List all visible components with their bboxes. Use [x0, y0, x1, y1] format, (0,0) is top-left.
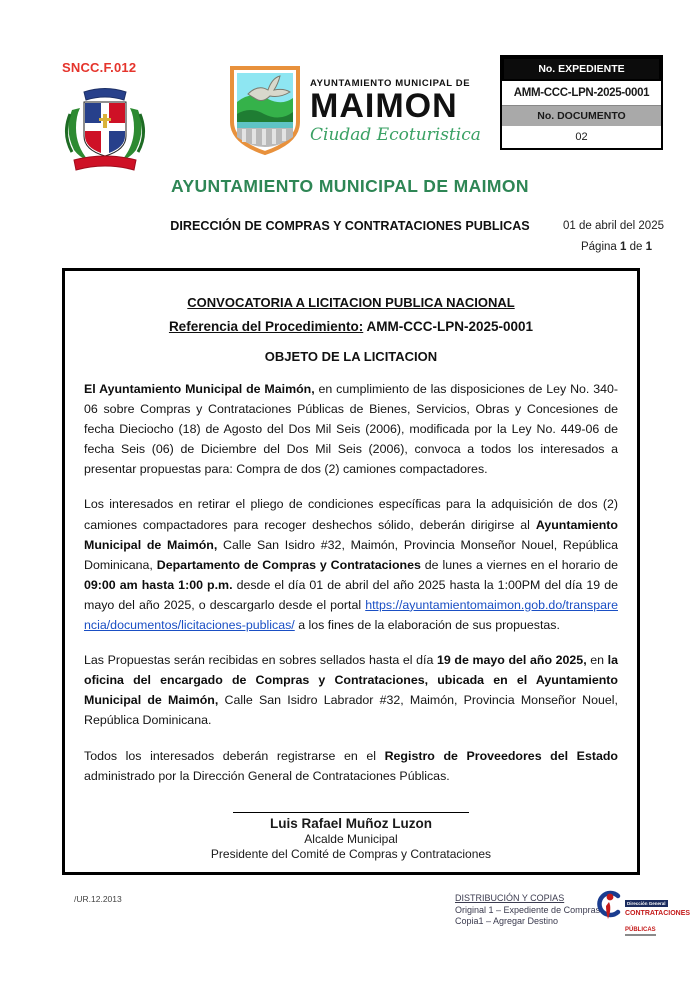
- expediente-box: [500, 55, 663, 150]
- dgcp-line2: CONTRATACIONES: [625, 910, 691, 917]
- paragraph-convocatoria: El Ayuntamiento Municipal de Maimón, en cumplimiento de las disposiciones de Ley No. 340-06 sobre Compras y Contrataciones Públicas de Bienes, Servicios, Obras y Concesiones de fecha Dieciocho (18) de Agosto del Dos Mil Seis (2006), modificada por la Ley No. 449-06 de fecha Seis (06) de Diciembre del Dos Mil Seis (2006), convoca a todos los interesados a presentar propuestas para: Compra de dos (2) camiones compactadores.: [84, 382, 619, 477]
- signer-name: Luis Rafael Muñoz Luzon: [270, 815, 432, 831]
- documento-header: No. DOCUMENTO: [502, 105, 661, 126]
- signature-block: [84, 812, 618, 861]
- wordmark-tagline: Ciudad Ecoturistica: [310, 124, 481, 145]
- form-code: SNCC.F.012: [62, 60, 137, 75]
- org-title: AYUNTAMIENTO MUNICIPAL DE MAIMON: [171, 176, 529, 196]
- signer-role-1: Alcalde Municipal: [304, 831, 398, 846]
- wordmark-line1: AYUNTAMIENTO MUNICIPAL DE: [310, 78, 471, 89]
- distribution-title: DISTRIBUCIÓN Y COPIAS: [455, 893, 565, 903]
- notice-subtitle: OBJETO DE LA LICITACION: [264, 349, 438, 364]
- distribution-line-2: Copia1 – Agregar Destino: [455, 916, 559, 927]
- city-logo: [228, 64, 481, 156]
- notice-box: [62, 268, 640, 875]
- page-number: Página 1 de 1: [580, 241, 652, 253]
- paragraph-registro-proveedores: Todos los interesados deberán registrarse en el Registro de Proveedores del Estado administrado por la Dirección General de Contrataciones Públicas.: [84, 748, 618, 783]
- dgcp-icon: [594, 888, 624, 922]
- notice-title: CONVOCATORIA A LICITACION PUBLICA NACIONAL: [187, 295, 515, 310]
- paragraph-recepcion-propuestas: Las Propuestas serán recibidas en sobres sellados hasta el día 19 de mayo del año 2025, en la oficina del encargado de Compras y Contrataciones, ubicada en el Ayuntamiento Municipal de Maimón, Calle San Isidro Labrador #32, Maimón, Provincia Monseñor Nouel, República Dominicana.: [84, 653, 618, 728]
- city-wordmark: [310, 64, 481, 145]
- dgcp-logo: [594, 888, 690, 936]
- paragraph-retiro-pliego: Los interesados en retirar el pliego de condiciones específicas para la adquisición de dos (2) camiones compactadores para recoger deshechos sólido, deberán dirigirse al Ayuntamiento Municipal de Maimón, Calle San Isidro #32, Maimón, Provincia Monseñor Nouel, República Dominicana, Departamento de Compras y Contrataciones de lunes a viernes en el horario de 09:00 am hasta 1:00 p.m. desde el día 01 de abril del año 2025 hasta la 1:00PM del día 19 de mayo del año 2025, o descargarlo desde el portal https://ayuntamientomaimon.gob.do/transparencia/documentos/licitaciones-publicas/ a los fines de la elaboración de sus propuestas.: [84, 497, 619, 633]
- notice-reference: Referencia del Procedimiento: AMM-CCC-LPN-2025-0001: [168, 319, 534, 334]
- documento-value: 02: [575, 131, 588, 143]
- expediente-value: AMM-CCC-LPN-2025-0001: [513, 87, 650, 99]
- coat-of-arms-graphic: [58, 84, 152, 176]
- distribution-line-1: Original 1 – Expediente de Compras: [455, 904, 601, 915]
- dgcp-line3: PÚBLICAS: [625, 927, 656, 937]
- dgcp-text: [625, 892, 690, 936]
- signer-role-2: Presidente del Comité de Compras y Contrataciones: [210, 846, 492, 861]
- dominican-coat-of-arms: [58, 84, 152, 181]
- portal-link[interactable]: https://ayuntamientomaimon.gob.do/transparencia/documentos/licitaciones-publicas/: [84, 597, 618, 633]
- dept-title: DIRECCIÓN DE COMPRAS Y CONTRATACIONES PUBLICAS: [170, 219, 530, 233]
- maimon-shield-icon: [228, 64, 302, 156]
- footer-form-code: /UR.12.2013: [74, 894, 122, 904]
- wordmark-line2: MAIMON: [310, 87, 458, 125]
- dgcp-line1: Dirección General: [627, 901, 666, 906]
- distribution-block: [455, 893, 600, 928]
- signature-line: [233, 812, 469, 813]
- expediente-header: No. EXPEDIENTE: [502, 57, 661, 81]
- document-date: 01 de abril del 2025: [562, 220, 664, 232]
